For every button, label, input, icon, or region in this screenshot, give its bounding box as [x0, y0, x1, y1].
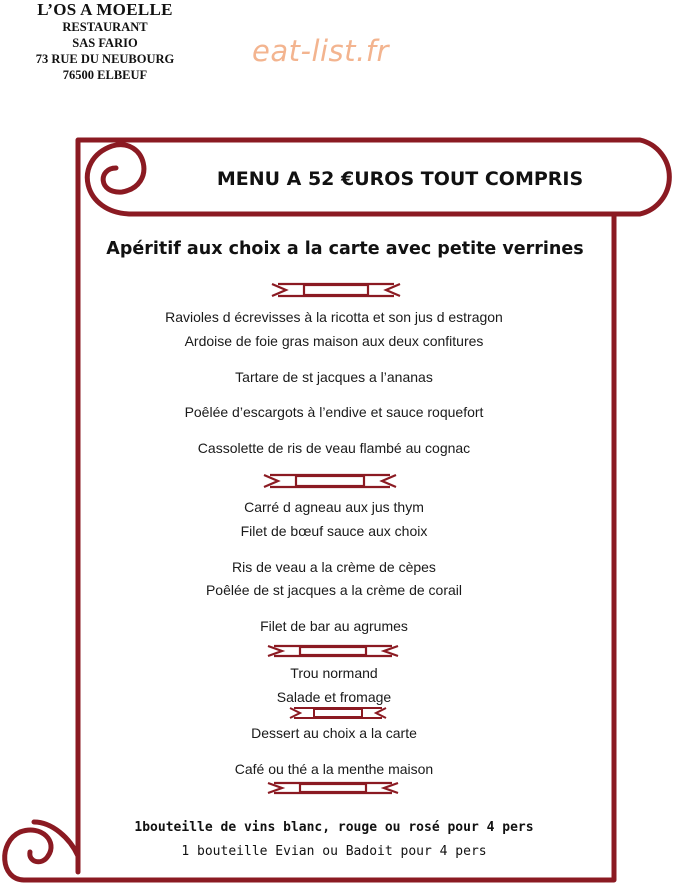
menu-item: Filet de bar au agrumes: [260, 618, 408, 634]
divider-ornament-3: [266, 643, 400, 659]
menu-item: Ravioles d écrevisses à la ricotta et son jus d estragon: [165, 309, 503, 325]
divider-ornament-1: [270, 281, 402, 299]
divider-ornament-2: [262, 472, 398, 490]
restaurant-name: L’OS A MOELLE: [37, 0, 173, 19]
divider-ornament-4: [288, 706, 388, 720]
menu-item: Salade et fromage: [276, 689, 392, 705]
restaurant-street: 73 RUE DU NEUBOURG: [35, 52, 175, 66]
menu-item: Ardoise de foie gras maison aux deux confitures: [184, 333, 484, 349]
menu-item: Cassolette de ris de veau flambé au cognac: [197, 440, 471, 456]
restaurant-company: SAS FARIO: [72, 36, 138, 50]
menu-item: Ris de veau a la crème de cèpes: [232, 559, 436, 575]
menu-item: Tartare de st jacques a l’ananas: [235, 369, 433, 385]
menu-item: Trou normand: [290, 665, 378, 681]
menu-item: Poêlée de st jacques a la crème de corail: [205, 582, 463, 598]
drink-wine: 1bouteille de vins blanc, rouge ou rosé pour 4 pers: [134, 820, 534, 835]
menu-item: Carré d agneau aux jus thym: [244, 499, 424, 515]
drink-water: 1 bouteille Evian ou Badoit pour 4 pers: [181, 844, 487, 859]
menu-title: MENU A 52 €UROS TOUT COMPRIS: [216, 168, 584, 190]
aperitif-line: Apéritif aux choix a la carte avec petite verrines: [106, 239, 584, 259]
watermark: eat-list.fr: [252, 34, 389, 68]
menu-item: Dessert au choix a la carte: [251, 725, 417, 741]
menu-item: Poêlée d’escargots à l’endive et sauce roquefort: [184, 404, 484, 420]
restaurant-city: 76500 ELBEUF: [62, 68, 148, 82]
restaurant-type: RESTAURANT: [62, 20, 148, 34]
divider-ornament-5: [266, 780, 400, 796]
menu-item: Café ou thé a la menthe maison: [234, 761, 434, 777]
menu-item: Filet de bœuf sauce aux choix: [240, 523, 428, 539]
